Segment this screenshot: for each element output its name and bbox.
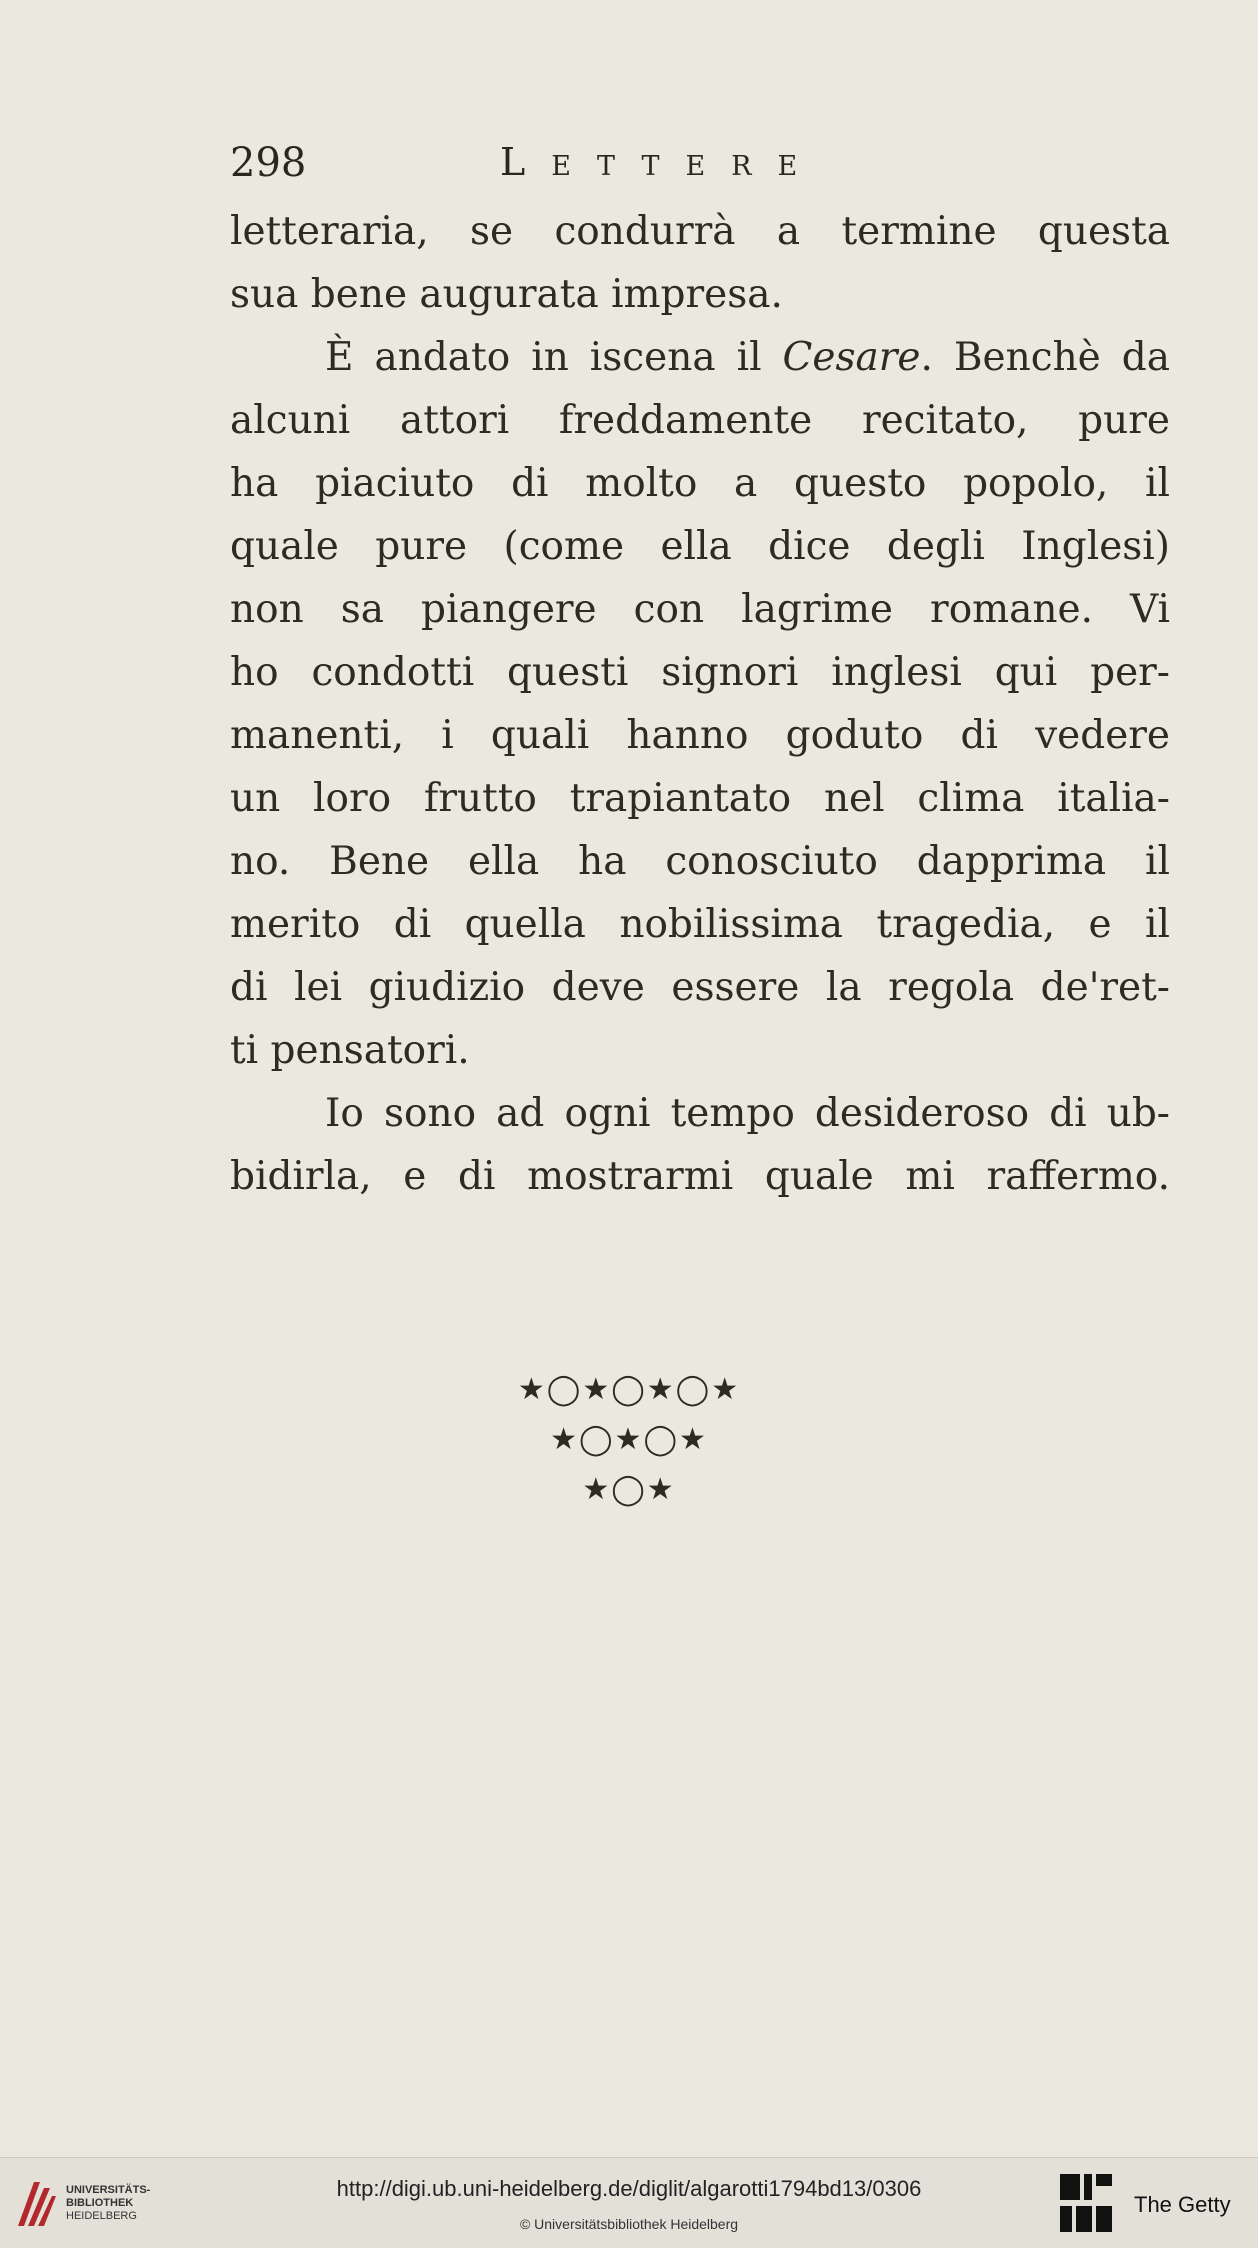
ornament-row-1: ★◯★◯★◯★: [517, 1372, 741, 1407]
text-line: sua bene augurata impresa.: [230, 272, 783, 317]
text-line: non sa piangere con lagrime romane. Vi: [230, 587, 1170, 632]
text-line-end: . Benchè da: [920, 335, 1170, 380]
page-header: [230, 140, 930, 200]
uni-logo-line: UNIVERSITÄTS-: [66, 2184, 151, 2196]
uni-logo-line: BIBLIOTHEK: [66, 2197, 134, 2209]
viewer-footer: [0, 2157, 1258, 2248]
text-line: manenti, i quali hanno goduto di vedere: [230, 713, 1170, 758]
text-line: un loro frutto trapiantato nel clima italia-: [230, 776, 1170, 821]
text-line: no. Bene ella ha conosciuto dapprima il: [230, 839, 1170, 884]
text-line-start: È andato in iscena il: [325, 335, 783, 380]
uni-logo-line: HEIDELBERG: [66, 2210, 137, 2222]
text-line: di lei giudizio deve essere la regola de'ret-: [230, 965, 1170, 1010]
ornament-row-2: ★◯★◯★: [550, 1422, 708, 1457]
text-line: [230, 326, 1170, 389]
getty-label: The Getty: [1134, 2192, 1231, 2217]
text-line: letteraria, se condurrà a termine questa: [230, 209, 1170, 254]
text-line: ti pensatori.: [230, 1028, 470, 1073]
text-line: merito di quella nobilissima tragedia, e il: [230, 902, 1170, 947]
italic-title-cesare: Cesare: [782, 335, 921, 380]
running-title: Lettere: [500, 140, 824, 184]
body-text: [230, 200, 1170, 1208]
copyright-notice: © Universitätsbibliothek Heidelberg: [519, 2216, 739, 2232]
text-line: bidirla, e di mostrarmi quale mi raffermo.: [230, 1154, 1170, 1199]
page-number: 298: [230, 140, 307, 186]
getty-logo[interactable]: [1058, 2172, 1248, 2236]
text-line: quale pure (come ella dice degli Inglesi): [230, 524, 1170, 569]
text-line: alcuni attori freddamente recitato, pure: [230, 398, 1170, 443]
text-line: ha piaciuto di molto a questo popolo, il: [230, 461, 1170, 506]
permalink-url[interactable]: http://digi.ub.uni-heidelberg.de/diglit/algarotti1794bd13/0306: [336, 2176, 922, 2201]
text-line: ho condotti questi signori inglesi qui per-: [230, 650, 1170, 695]
getty-mark-icon: [1058, 2172, 1114, 2234]
ornament-row-3: ★◯★: [582, 1472, 676, 1507]
text-line: Io sono ad ogni tempo desideroso di ub-: [325, 1091, 1170, 1136]
